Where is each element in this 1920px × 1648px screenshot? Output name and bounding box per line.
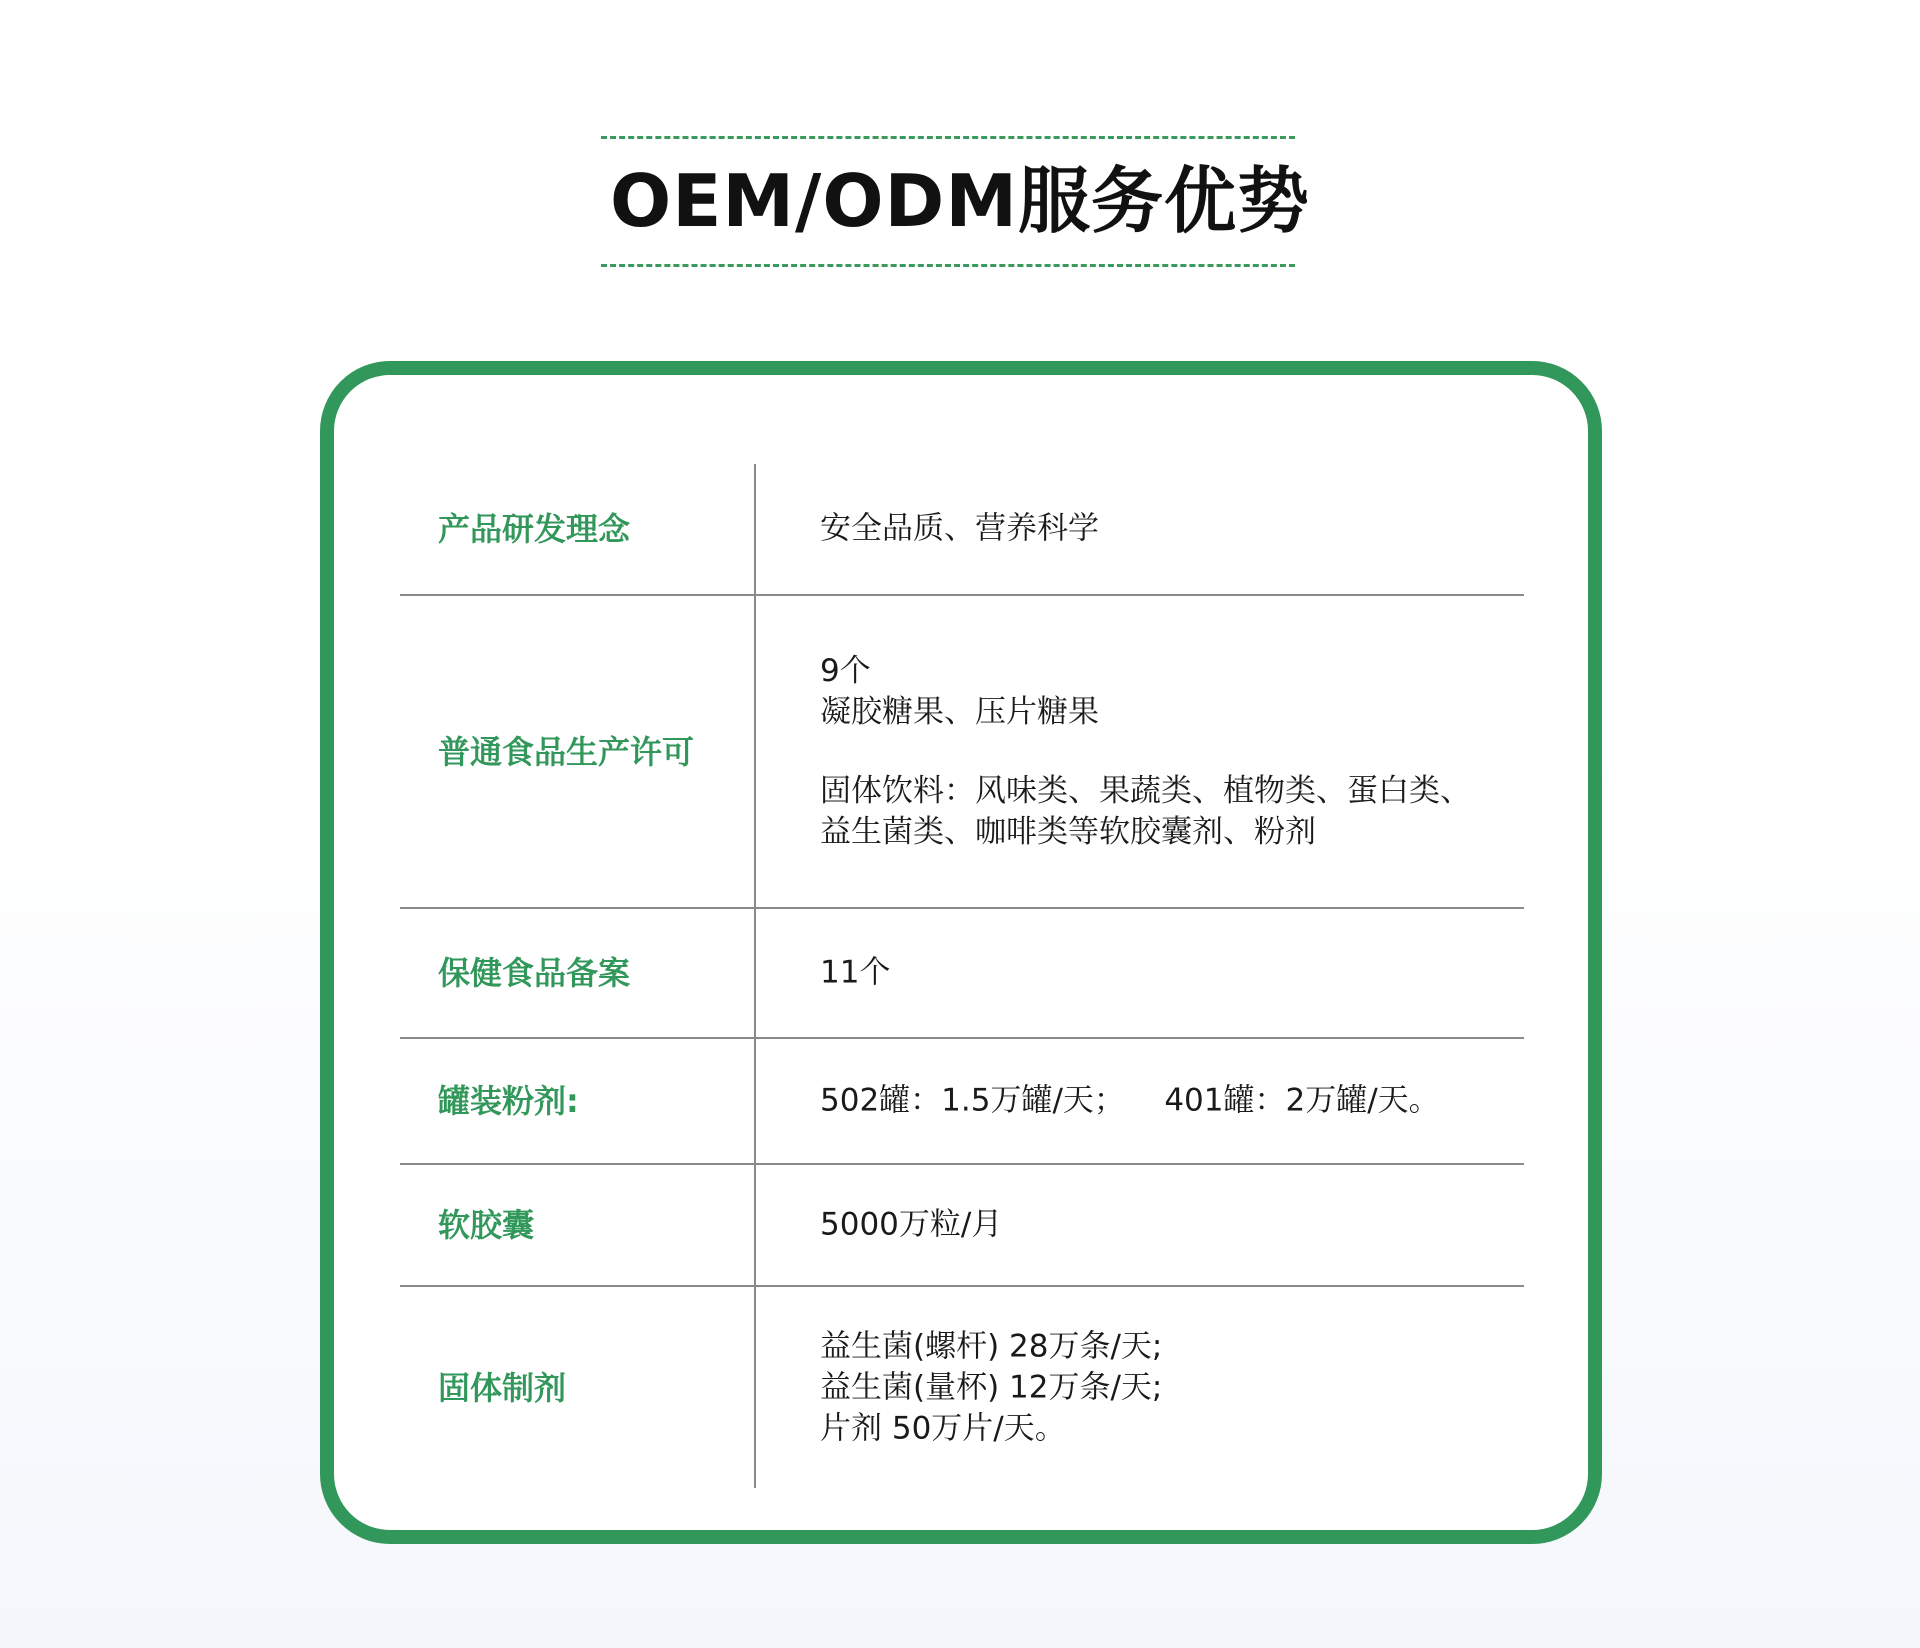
row-value-health-food: [820, 953, 1520, 994]
value-line: 11个: [820, 954, 891, 991]
row-value-solid-preparation: [820, 1326, 1520, 1449]
row-value-softgel: [820, 1205, 1520, 1246]
value-line: 固体饮料：风味类、果蔬类、植物类、蛋白类、: [820, 772, 1471, 809]
value-line: 凝胶糖果、压片糖果: [820, 693, 1099, 730]
row-value-food-license: [820, 651, 1520, 853]
row-label-health-food: 保健食品备案: [438, 954, 631, 992]
value-line: 5000万粒/月: [820, 1206, 1003, 1243]
value-line: 益生菌(螺杆) 28万条/天;: [820, 1328, 1163, 1364]
row-label-rd-concept: 产品研发理念: [438, 510, 631, 548]
title-top-dashed-line: [601, 136, 1295, 139]
value-line: 502罐：1.5万罐/天； 401罐：2万罐/天。: [820, 1082, 1440, 1119]
row-value-canned-powder: [820, 1081, 1520, 1122]
table-row: [400, 1039, 1524, 1163]
value-line: 益生菌(量杯) 12万条/天;: [820, 1369, 1163, 1405]
table-row: [400, 464, 1524, 594]
section-header: [0, 0, 1920, 300]
value-line: 安全品质、营养科学: [820, 510, 1099, 547]
row-label-solid-preparation: 固体制剂: [438, 1368, 567, 1407]
advantages-table: [400, 464, 1524, 1488]
row-label-softgel: 软胶囊: [438, 1206, 535, 1244]
table-row: [400, 596, 1524, 907]
row-value-rd-concept: [820, 509, 1520, 550]
value-spacer: [820, 733, 1520, 771]
value-line: 9个: [820, 652, 871, 689]
row-label-canned-powder: 罐装粉剂:: [438, 1082, 579, 1120]
value-line: 益生菌类、咖啡类等软胶囊剂、粉剂: [820, 813, 1316, 850]
value-line: 片剂 50万片/天。: [820, 1410, 1066, 1446]
table-row: [400, 909, 1524, 1037]
page-title: OEM/ODM服务优势: [610, 159, 1310, 243]
table-row: [400, 1165, 1524, 1285]
table-row: [400, 1287, 1524, 1488]
title-bottom-dashed-line: [601, 264, 1295, 267]
row-label-food-license: 普通食品生产许可: [438, 732, 695, 771]
